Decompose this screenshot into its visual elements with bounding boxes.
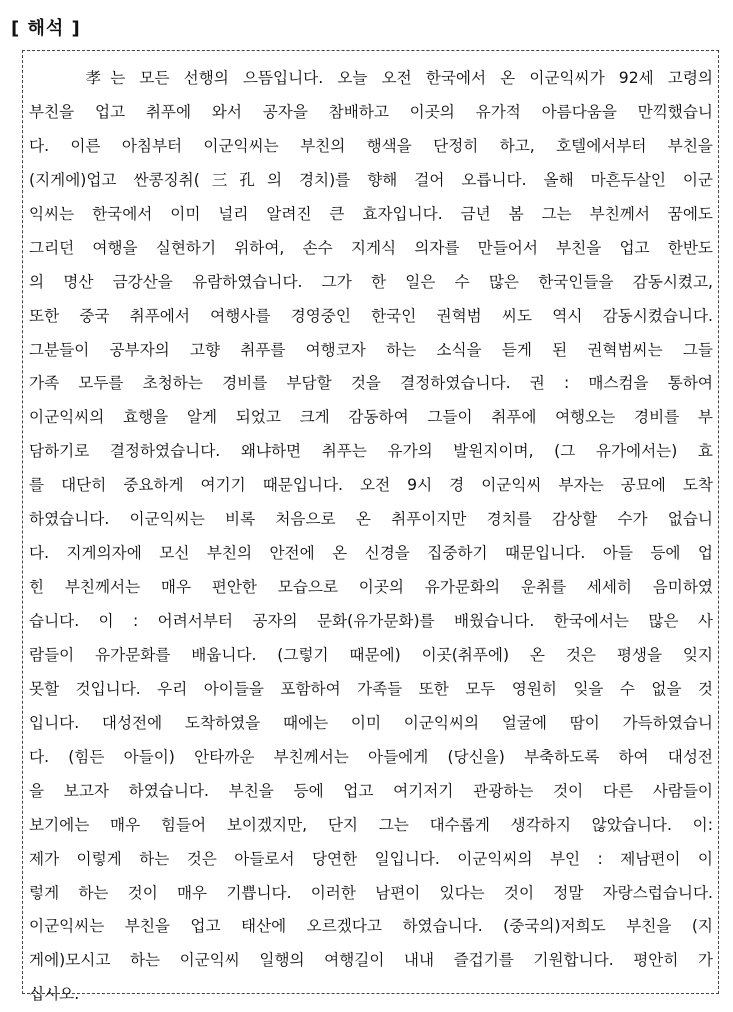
- text-line: 힌 부친께서는 매우 편안한 모습으로 이곳의 유가문화의 운취를 세세히 음미하였: [29, 578, 713, 597]
- text-line: 를 대단히 중요하게 여기기 때문입니다. 오전 9시 경 이군익씨 부자는 공묘에 도착: [29, 476, 713, 495]
- text-line: 보기에는 매우 힘들어 보이겠지만, 단지 그는 대수롭게 생각하지 않았습니다. 이:: [29, 815, 713, 834]
- text-line: 람들이 유가문화를 배웁니다. (그렇기 때문에) 이곳(취푸에) 온 것은 평생을 잊지: [29, 645, 713, 664]
- translation-paragraph: [29, 62, 713, 1012]
- section-heading: [ 해석 ]: [11, 18, 81, 39]
- text-line: 을 보고자 하였습니다. 부친을 등에 업고 여기저기 관광하는 것이 다른 사람들이: [29, 781, 713, 800]
- text-line: 다. (힘든 아들이) 안타까운 부친께서는 아들에게 (당신을) 부축하도록 하여 대성전: [29, 747, 713, 766]
- text-line: 제가 이렇게 하는 것은 아들로서 당연한 일입니다. 이군익씨의 부인 : 제남편이 이: [29, 849, 713, 868]
- text-line: 못할 것입니다. 우리 아이들을 포함하여 가족들 또한 모두 영원히 잊을 수 없을 것: [29, 679, 713, 698]
- translation-box: [22, 50, 719, 1004]
- text-line: 부친을 업고 취푸에 와서 공자을 참배하고 이곳의 유가적 아름다움을 만끽했습니: [29, 102, 713, 121]
- text-line: 담하기로 결정하였습니다. 왜냐하면 취푸는 유가의 발원지이며, (그 유가에서는) 효: [29, 442, 713, 461]
- text-line: 게에)모시고 하는 이군익씨 일행의 여행길이 내내 즐겁기를 기원합니다. 평안히 가: [29, 951, 713, 970]
- text-line: 렇게 하는 것이 매우 기쁩니다. 이러한 남편이 있다는 것이 정말 자랑스럽습니다.: [29, 883, 713, 902]
- text-line: (지게에)업고 싼콩징취(三孔의 경치)를 향해 걸어 오릅니다. 올해 마흔두살인 이군: [29, 170, 713, 189]
- text-line: 그리던 여행을 실현하기 위하여, 손수 지게식 의자를 만들어서 부친을 업고 한반도: [29, 238, 713, 257]
- text-line: 이군익씨의 효행을 알게 되었고 크게 감동하여 그들이 취푸에 여행오는 경비를 부: [29, 408, 713, 427]
- text-line: 다. 이른 아침부터 이군익씨는 부친의 행색을 단정히 하고, 호텔에서부터 부친을: [29, 136, 713, 155]
- text-line: 孝는 모든 선행의 으뜸입니다. 오늘 오전 한국에서 온 이군익씨가 92세 고령의: [29, 69, 713, 87]
- text-line: 다. 지게의자에 모신 부친의 안전에 온 신경을 집중하기 때문입니다. 아들 등에 업: [29, 544, 713, 563]
- text-line: 이군익씨는 부친을 업고 태산에 오르겠다고 하였습니다. (중국의)저희도 부친을 (지: [29, 917, 713, 936]
- text-line: 입니다. 대성전에 도착하였을 때에는 이미 이군익씨의 얼굴에 땀이 가득하였습니: [29, 713, 713, 732]
- text-line: 가족 모두를 초청하는 경비를 부담할 것을 결정하였습니다. 권 : 매스컴을 통하여: [29, 374, 713, 393]
- text-line: 익씨는 한국에서 이미 널리 알려진 큰 효자입니다. 금년 봄 그는 부친께서 꿈에도: [29, 204, 713, 223]
- text-line: 의 명산 금강산을 유람하였습니다. 그가 한 일은 수 많은 한국인들을 감동시켰고,: [29, 272, 713, 291]
- text-line: 하였습니다. 이군익씨는 비록 처음으로 온 취푸이지만 경치를 감상할 수가 없습니: [29, 510, 713, 529]
- text-line: 그분들이 공부자의 고향 취푸를 여행코자 하는 소식을 듣게 된 권혁범씨는 그들: [29, 340, 713, 359]
- text-line: 십시오.: [29, 985, 80, 1004]
- text-line: 또한 중국 취푸에서 여행사를 경영중인 한국인 권혁범 씨도 역시 감동시켰습니다.: [29, 306, 713, 325]
- text-line: 습니다. 이 : 어려서부터 공자의 문화(유가문화)를 배웠습니다. 한국에서는 많은 사: [29, 612, 713, 630]
